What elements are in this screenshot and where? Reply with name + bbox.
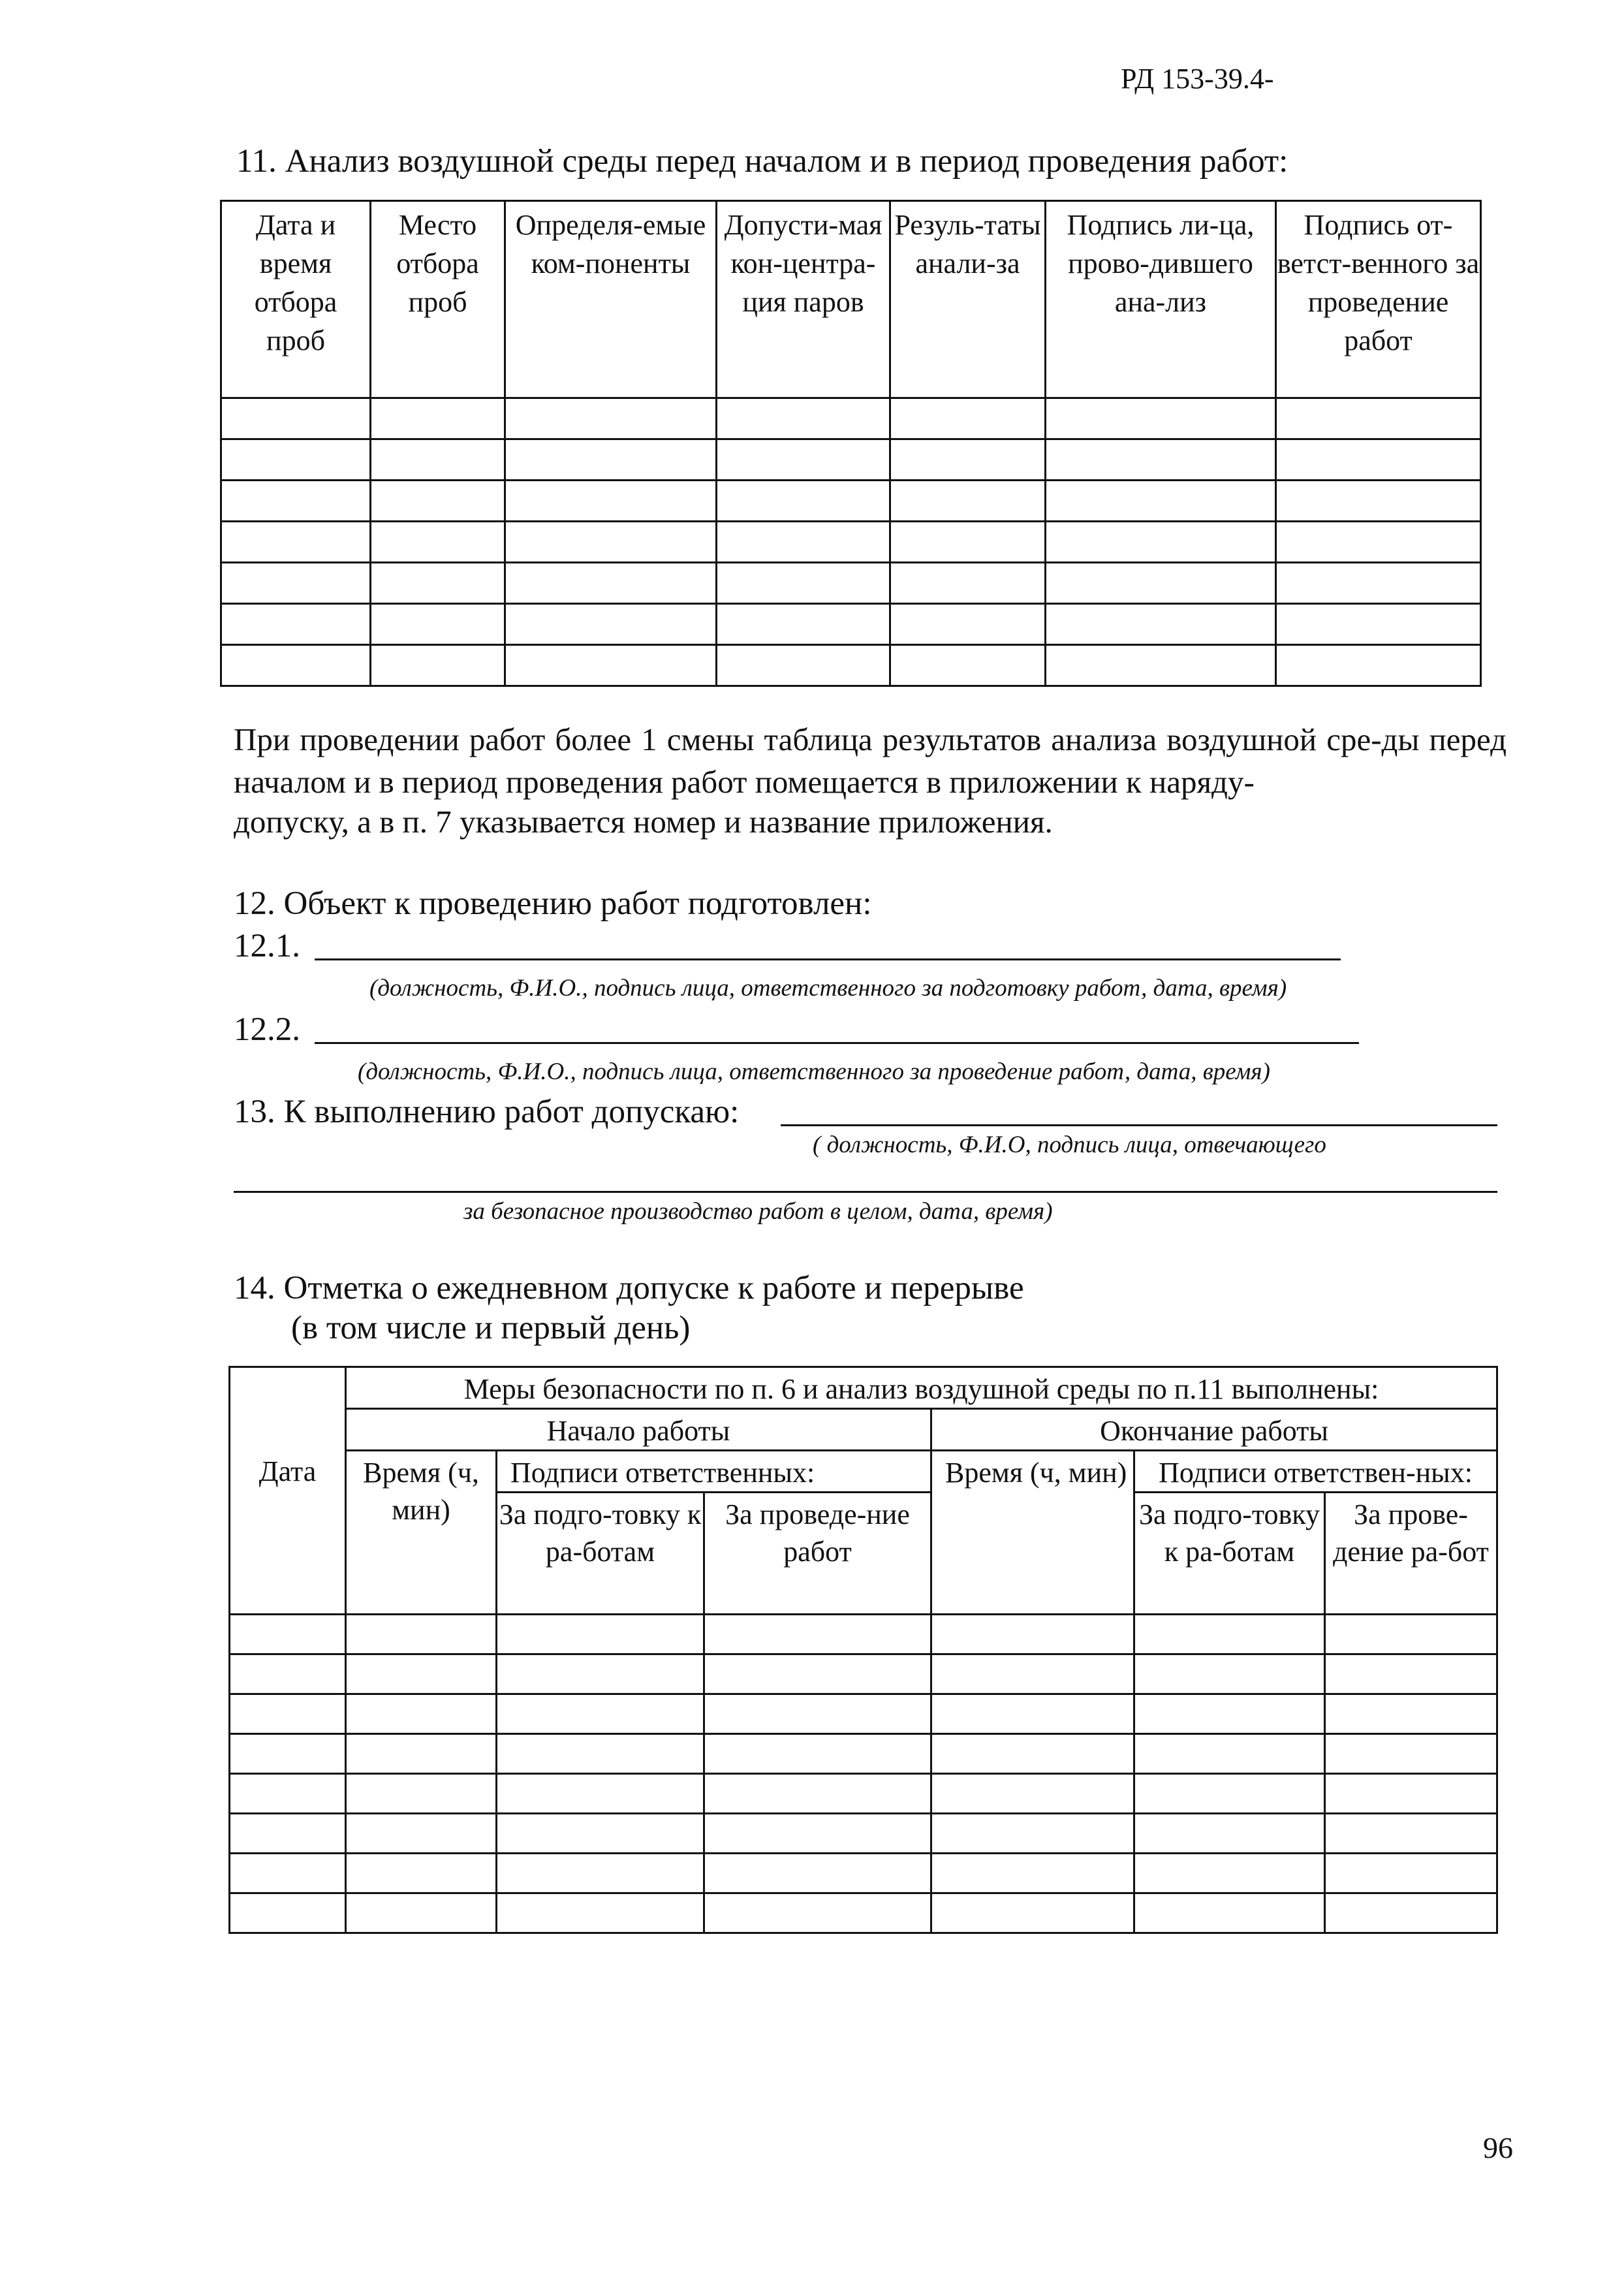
blank-cell[interactable] [1134,1694,1325,1734]
blank-cell[interactable] [717,645,890,686]
end-prep-header: За подго-товку к ра-ботам [1134,1493,1325,1615]
blank-cell[interactable] [1134,1814,1325,1854]
section-13-label: 13. К выполнению работ допускаю: [234,1094,740,1130]
blank-cell[interactable] [1325,1734,1497,1774]
blank-cell[interactable] [1046,398,1276,439]
blank-cell[interactable] [890,522,1046,563]
start-conduct-header: За проведе-ние работ [704,1493,931,1615]
blank-cell[interactable] [371,645,505,686]
blank-cell[interactable] [704,1893,931,1933]
table-row [230,1615,1497,1654]
blank-cell[interactable] [505,439,717,481]
daily-admission-rows [230,1615,1497,1933]
blank-cell[interactable] [371,481,505,522]
blank-cell[interactable] [1276,563,1481,604]
table-row [230,1654,1497,1694]
blank-cell[interactable] [931,1615,1134,1654]
blank-cell[interactable] [230,1654,346,1694]
blank-cell[interactable] [1276,481,1481,522]
blank-cell[interactable] [505,563,717,604]
table-header-row [221,201,1481,398]
blank-cell[interactable] [717,604,890,645]
blank-cell[interactable] [230,1893,346,1933]
blank-cell[interactable] [1046,522,1276,563]
blank-cell[interactable] [497,1654,704,1694]
blank-cell[interactable] [931,1774,1134,1814]
blank-cell[interactable] [704,1854,931,1893]
blank-cell[interactable] [1276,439,1481,481]
blank-cell[interactable] [497,1615,704,1654]
item-12-2-label: 12.2. [234,1011,300,1048]
blank-cell[interactable] [1046,604,1276,645]
blank-cell[interactable] [505,481,717,522]
blank-cell[interactable] [1046,439,1276,481]
blank-cell[interactable] [1046,563,1276,604]
table-row [230,1774,1497,1814]
blank-cell[interactable] [230,1734,346,1774]
table-row [221,481,1481,522]
blank-cell[interactable] [505,398,717,439]
blank-cell[interactable] [346,1734,497,1774]
table-row [230,1734,1497,1774]
table-row [221,604,1481,645]
column-header-date: Дата [230,1367,346,1615]
blank-cell[interactable] [717,398,890,439]
start-time-header: Время (ч, мин) [346,1451,497,1615]
table-row [230,1893,1497,1933]
blank-cell[interactable] [230,1615,346,1654]
blank-cell[interactable] [931,1694,1134,1734]
note-paragraph: При проведении работ более 1 смены таблица результатов анализа воздушной сре-ды перед началом и в период проведения работ помещается в приложении к наряду- [234,721,1507,800]
blank-cell[interactable] [1046,645,1276,686]
blank-cell[interactable] [221,481,371,522]
blank-cell[interactable] [1325,1814,1497,1854]
blank-cell[interactable] [717,481,890,522]
start-header: Начало работы [346,1409,931,1451]
blank-cell[interactable] [1325,1654,1497,1694]
blank-cell[interactable] [346,1615,497,1654]
column-header: Резуль-таты анали-за [890,201,1046,398]
blank-cell[interactable] [704,1615,931,1654]
item-12-2-signature-line[interactable] [315,1042,1359,1044]
section-13-signature-line-2[interactable] [234,1191,1497,1193]
blank-cell[interactable] [931,1654,1134,1694]
blank-cell[interactable] [890,645,1046,686]
section-14-title: 14. Отметка о ежедневном допуске к работе и перерыве [234,1270,1024,1306]
section-12-title: 12. Объект к проведению работ подготовлен: [234,885,872,922]
blank-cell[interactable] [1325,1694,1497,1734]
blank-cell[interactable] [717,522,890,563]
blank-cell[interactable] [505,522,717,563]
blank-cell[interactable] [890,398,1046,439]
blank-cell[interactable] [230,1774,346,1814]
blank-cell[interactable] [717,563,890,604]
item-12-1-caption: (должность, Ф.И.О., подпись лица, ответственного за подготовку работ, дата, время) [369,975,1287,1002]
blank-cell[interactable] [890,563,1046,604]
blank-cell[interactable] [497,1694,704,1734]
measures-header: Меры безопасности по п. 6 и анализ воздушной среды по п.11 выполнены: [346,1367,1497,1409]
start-signatures-header: Подписи ответственных: [497,1451,931,1493]
blank-cell[interactable] [346,1814,497,1854]
blank-cell[interactable] [371,522,505,563]
blank-cell[interactable] [1134,1893,1325,1933]
table-row [230,1814,1497,1854]
end-conduct-header: За прове-дение ра-бот [1325,1493,1497,1615]
blank-cell[interactable] [1325,1854,1497,1893]
blank-cell[interactable] [221,645,371,686]
blank-cell[interactable] [1134,1734,1325,1774]
blank-cell[interactable] [704,1774,931,1814]
blank-cell[interactable] [230,1854,346,1893]
blank-cell[interactable] [346,1893,497,1933]
air-analysis-rows [221,398,1481,686]
blank-cell[interactable] [1325,1893,1497,1933]
end-time-header: Время (ч, мин) [931,1451,1134,1615]
column-header: Дата и время отбора проб [221,201,371,398]
blank-cell[interactable] [221,398,371,439]
section-13-caption-1: ( должность, Ф.И.О, подпись лица, отвечающего [813,1131,1326,1158]
column-header: Место отбора проб [371,201,505,398]
blank-cell[interactable] [890,604,1046,645]
blank-cell[interactable] [230,1694,346,1734]
blank-cell[interactable] [497,1774,704,1814]
column-header: Допусти-мая кон-центра-ция паров [717,201,890,398]
column-header: Подпись ли-ца, прово-дившего ана-лиз [1046,201,1276,398]
blank-cell[interactable] [346,1694,497,1734]
blank-cell[interactable] [704,1694,931,1734]
blank-cell[interactable] [497,1814,704,1854]
table-row [230,1854,1497,1893]
blank-cell[interactable] [221,439,371,481]
table-row [221,563,1481,604]
section-11-title: 11. Анализ воздушной среды перед началом и в период проведения работ: [236,143,1288,180]
blank-cell[interactable] [1134,1654,1325,1694]
blank-cell[interactable] [1046,481,1276,522]
document-code: РД 153-39.4- [1121,63,1274,95]
table-row [221,522,1481,563]
air-analysis-table [220,200,1482,687]
section-14-subtitle: (в том числе и первый день) [291,1310,691,1346]
blank-cell[interactable] [704,1734,931,1774]
blank-cell[interactable] [346,1774,497,1814]
blank-cell[interactable] [221,563,371,604]
table-row [221,439,1481,481]
blank-cell[interactable] [497,1893,704,1933]
column-header: Определя-емые ком-поненты [505,201,717,398]
end-signatures-header: Подписи ответствен-ных: [1134,1451,1497,1493]
blank-cell[interactable] [497,1854,704,1893]
blank-cell[interactable] [371,439,505,481]
blank-cell[interactable] [931,1814,1134,1854]
daily-admission-table [228,1366,1498,1934]
blank-cell[interactable] [890,439,1046,481]
blank-cell[interactable] [1134,1774,1325,1814]
blank-cell[interactable] [221,604,371,645]
blank-cell[interactable] [346,1854,497,1893]
table-row [221,398,1481,439]
end-header: Окончание работы [931,1409,1497,1451]
table-row [221,645,1481,686]
column-header: Подпись от-ветст-венного за проведение работ [1276,201,1481,398]
blank-cell[interactable] [346,1654,497,1694]
blank-cell[interactable] [1325,1615,1497,1654]
blank-cell[interactable] [505,604,717,645]
blank-cell[interactable] [704,1814,931,1854]
blank-cell[interactable] [505,645,717,686]
blank-cell[interactable] [1276,398,1481,439]
note-paragraph-end: допуску, а в п. 7 указывается номер и название приложения. [234,804,1053,840]
item-12-1-label: 12.1. [234,928,300,964]
blank-cell[interactable] [704,1654,931,1694]
blank-cell[interactable] [890,481,1046,522]
blank-cell[interactable] [230,1814,346,1854]
blank-cell[interactable] [1276,522,1481,563]
blank-cell[interactable] [497,1734,704,1774]
blank-cell[interactable] [717,439,890,481]
table-row [230,1694,1497,1734]
blank-cell[interactable] [1134,1615,1325,1654]
section-13-signature-line[interactable] [781,1124,1497,1126]
item-12-2-caption: (должность, Ф.И.О., подпись лица, ответственного за проведение работ, дата, время) [358,1058,1270,1085]
blank-cell[interactable] [931,1893,1134,1933]
blank-cell[interactable] [221,522,371,563]
blank-cell[interactable] [1325,1774,1497,1814]
section-13-caption-2: за безопасное производство работ в целом, дата, время) [463,1198,1053,1225]
blank-cell[interactable] [1276,604,1481,645]
blank-cell[interactable] [1276,645,1481,686]
blank-cell[interactable] [931,1734,1134,1774]
item-12-1-signature-line[interactable] [315,958,1341,960]
blank-cell[interactable] [371,398,505,439]
blank-cell[interactable] [371,563,505,604]
blank-cell[interactable] [371,604,505,645]
blank-cell[interactable] [931,1854,1134,1893]
page-number: 96 [1483,2131,1513,2164]
start-prep-header: За подго-товку к ра-ботам [497,1493,704,1615]
blank-cell[interactable] [1134,1854,1325,1893]
